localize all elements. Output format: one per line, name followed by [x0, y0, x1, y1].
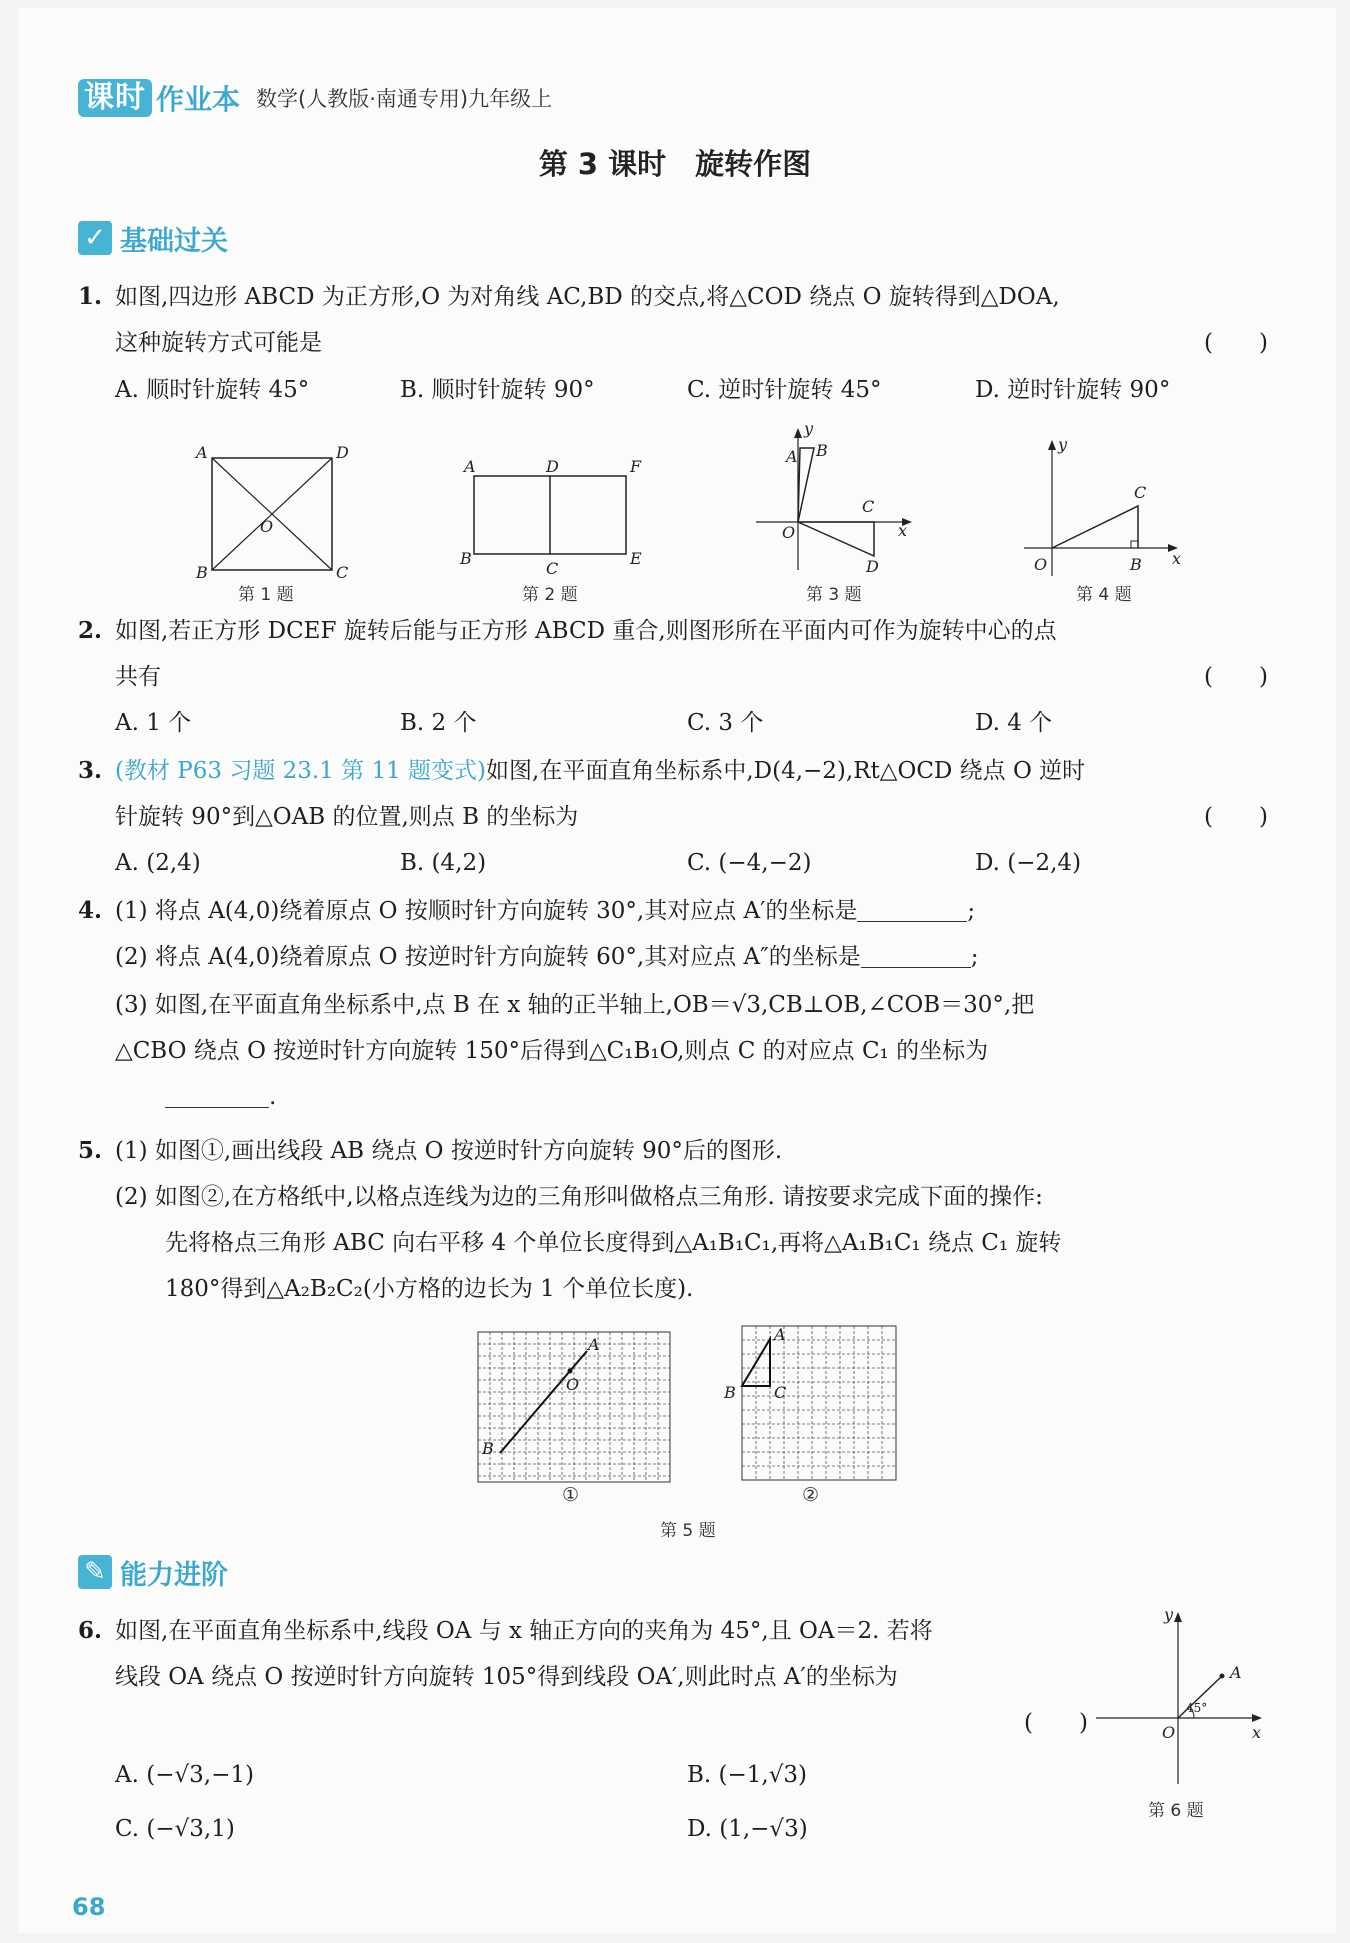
label-c: C: [862, 497, 875, 516]
option-b: B. 2 个: [400, 710, 477, 736]
question-3-line2: 针旋转 90°到△OAB 的位置,则点 B 的坐标为: [115, 804, 579, 830]
grid-figure-1-caption: ①: [562, 1484, 580, 1506]
grid-figure-2-caption: ②: [802, 1484, 820, 1506]
label-o: O: [260, 517, 274, 536]
section-basic: [78, 218, 228, 258]
question-6-line2: 线段 OA 绕点 O 按逆时针方向旋转 105°得到线段 OA′,则此时点 A′的坐标为: [115, 1664, 898, 1690]
label-c: C: [774, 1383, 787, 1402]
label-a: A: [196, 443, 208, 462]
label-e: E: [630, 549, 642, 568]
label-c: C: [336, 563, 349, 580]
figure-5-caption: 第 5 题: [660, 1521, 716, 1541]
question-4-part1: [115, 888, 1265, 934]
part2-text: (2) 将点 A(4,0)绕着原点 O 按逆时针方向旋转 60°,其对应点 A″的坐标是: [115, 944, 861, 970]
period: .: [269, 1084, 277, 1110]
option-b: B. (4,2): [400, 850, 487, 876]
option-c: C. (−√3,1): [115, 1816, 235, 1842]
part1-text: (1) 将点 A(4,0)绕着原点 O 按顺时针方向旋转 30°,其对应点 A′的坐标是: [115, 898, 858, 924]
label-a: A: [1230, 1663, 1242, 1682]
question-number: 4.: [78, 897, 103, 924]
label-y: y: [1164, 1605, 1174, 1624]
label-f: F: [630, 457, 642, 476]
figure-6-caption: 第 6 题: [1148, 1801, 1204, 1821]
label-y: y: [804, 420, 814, 438]
answer-bracket: ( ): [1204, 664, 1268, 690]
question-number: 1.: [78, 283, 103, 310]
brand-header: [78, 78, 552, 118]
question-1: [0, 274, 1350, 374]
question-2-options: [0, 700, 1350, 746]
answer-bracket: ( ): [1024, 1710, 1088, 1736]
question-3-line1: [115, 748, 1265, 794]
label-o: O: [566, 1375, 580, 1394]
label-c: C: [1134, 483, 1147, 502]
section-advanced: [78, 1552, 228, 1592]
option-a: A. 顺时针旋转 45°: [115, 377, 310, 403]
semicolon: ;: [970, 944, 979, 970]
question-number: 2.: [78, 617, 103, 644]
book-subtitle: 数学(人教版·南通专用)九年级上: [256, 87, 553, 111]
textbook-note: (教材 P63 习题 23.1 第 11 题变式): [115, 758, 487, 784]
question-number: 3.: [78, 757, 103, 784]
answer-bracket: ( ): [1204, 330, 1268, 356]
section-basic-label: 基础过关: [120, 225, 228, 257]
question-3: [0, 748, 1350, 840]
option-c: C. (−4,−2): [687, 850, 812, 876]
label-a: A: [774, 1325, 786, 1344]
question-number: 5.: [78, 1137, 103, 1164]
label-a: A: [588, 1335, 600, 1354]
label-d: D: [546, 457, 559, 476]
question-6-line1: 如图,在平面直角坐标系中,线段 OA 与 x 轴正方向的夹角为 45°,且 OA＝2. 若将: [115, 1618, 933, 1644]
label-a: A: [464, 457, 476, 476]
option-d: D. (1,−√3): [687, 1816, 808, 1842]
grid-figure-1: [470, 1328, 680, 1488]
question-3-text: 如图,在平面直角坐标系中,D(4,−2),Rt△OCD 绕点 O 逆时: [486, 758, 1086, 784]
question-5-part2-line3: 180°得到△A₂B₂C₂(小方格的边长为 1 个单位长度).: [165, 1276, 694, 1302]
label-b: B: [196, 563, 208, 580]
label-o: O: [1034, 555, 1048, 574]
label-x: x: [898, 521, 908, 540]
label-x: x: [1252, 1723, 1262, 1742]
pencil-icon: ✎: [78, 1555, 112, 1589]
figure-2-caption: 第 2 题: [522, 585, 578, 605]
question-3-options: [0, 840, 1350, 886]
option-b: B. (−1,√3): [687, 1762, 807, 1788]
lesson-title: 第 3 课时 旋转作图: [538, 147, 812, 181]
figure-1: [190, 440, 360, 580]
brand-name: 作业本: [156, 83, 241, 116]
label-b: B: [816, 441, 828, 460]
question-5-part2-line1: (2) 如图②,在方格纸中,以格点连线为边的三角形叫做格点三角形. 请按要求完成下面的操作:: [115, 1184, 1043, 1210]
answer-blank[interactable]: [857, 895, 967, 922]
label-c: C: [546, 559, 559, 578]
figure-4: [1018, 430, 1188, 580]
label-d: D: [866, 557, 879, 576]
label-o: O: [782, 523, 796, 542]
figure-4-caption: 第 4 题: [1076, 585, 1132, 605]
question-number: 6.: [78, 1617, 103, 1644]
figure-2: [452, 452, 652, 578]
question-1-line1: 如图,四边形 ABCD 为正方形,O 为对角线 AC,BD 的交点,将△COD 绕点 O 旋转得到△DOA,: [115, 284, 1060, 310]
question-1-line2: 这种旋转方式可能是: [115, 330, 322, 356]
brand-logo: 课时: [78, 79, 152, 117]
question-4-part3-line1: (3) 如图,在平面直角坐标系中,点 B 在 x 轴的正半轴上,OB＝√3,CB⊥OB,∠COB＝30°,把: [115, 992, 1035, 1018]
check-icon: ✓: [78, 221, 112, 255]
label-x: x: [1172, 549, 1182, 568]
option-c: C. 逆时针旋转 45°: [687, 377, 882, 403]
option-d: D. 4 个: [975, 710, 1053, 736]
section-advanced-label: 能力进阶: [120, 1559, 228, 1591]
figure-1-caption: 第 1 题: [238, 585, 294, 605]
option-d: D. (−2,4): [975, 850, 1082, 876]
option-c: C. 3 个: [687, 710, 764, 736]
label-d: D: [336, 443, 349, 462]
figure-6: [1090, 1604, 1280, 1794]
figure-3-caption: 第 3 题: [806, 585, 862, 605]
label-y: y: [1058, 435, 1068, 454]
question-6-options: [0, 1752, 1000, 1852]
label-a: A: [786, 447, 798, 466]
question-4: [0, 888, 1350, 1128]
question-5: [0, 1128, 1350, 1318]
semicolon: ;: [967, 898, 976, 924]
option-d: D. 逆时针旋转 90°: [975, 377, 1171, 403]
label-b: B: [460, 549, 472, 568]
answer-bracket: ( ): [1204, 804, 1268, 830]
option-b: B. 顺时针旋转 90°: [400, 377, 595, 403]
page-number: 68: [72, 1893, 106, 1921]
answer-blank[interactable]: [165, 1081, 269, 1108]
label-b: B: [1130, 555, 1142, 574]
question-4-part3-line2: △CBO 绕点 O 按逆时针方向旋转 150°后得到△C₁B₁O,则点 C 的对应点 C₁ 的坐标为: [115, 1038, 989, 1064]
option-a: A. (−√3,−1): [115, 1762, 254, 1788]
option-a: A. (2,4): [115, 850, 201, 876]
answer-blank[interactable]: [861, 941, 971, 968]
option-a: A. 1 个: [115, 710, 192, 736]
question-2-line1: 如图,若正方形 DCEF 旋转后能与正方形 ABCD 重合,则图形所在平面内可作为旋转中心的点: [115, 618, 1057, 644]
label-angle: 45°: [1186, 1701, 1208, 1715]
question-2: [0, 608, 1350, 700]
label-o: O: [1162, 1723, 1176, 1742]
figure-3: [750, 420, 920, 580]
question-2-line2: 共有: [115, 664, 161, 690]
label-b: B: [482, 1439, 494, 1458]
question-5-part2-line2: 先将格点三角形 ABC 向右平移 4 个单位长度得到△A₁B₁C₁,再将△A₁B₁C₁ 绕点 C₁ 旋转: [165, 1230, 1062, 1256]
question-4-part3-line3: [165, 1074, 1315, 1120]
label-b: B: [724, 1383, 736, 1402]
question-5-part1: (1) 如图①,画出线段 AB 绕点 O 按逆时针方向旋转 90°后的图形.: [115, 1138, 783, 1164]
grid-figure-2: [722, 1322, 902, 1486]
question-4-part2: [115, 934, 1265, 980]
question-1-options: [0, 367, 1350, 413]
